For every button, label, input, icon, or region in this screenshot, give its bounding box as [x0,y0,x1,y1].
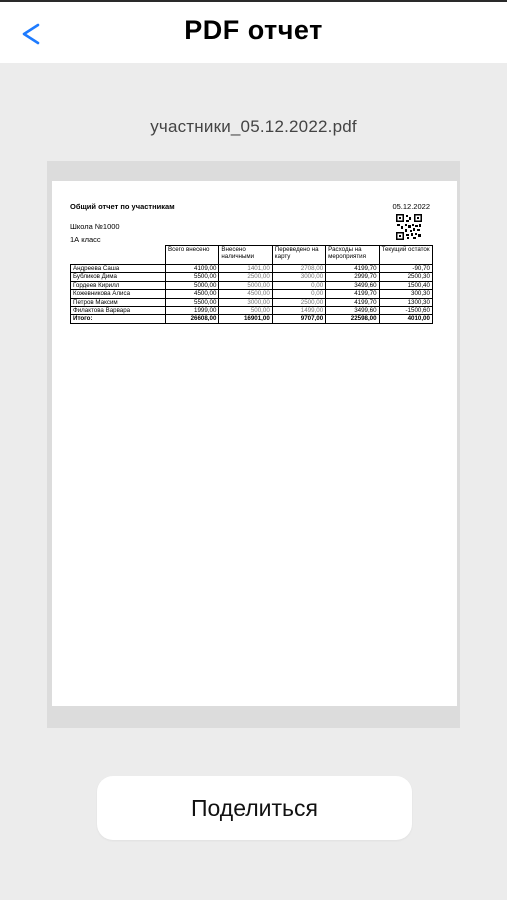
participant-name: Кожевникова Алиса [71,290,166,298]
card-cell: 0,00 [272,290,325,298]
nav-header [0,2,507,63]
table-row [71,307,433,315]
totals-row [71,315,433,323]
totals-label: Итого: [71,315,166,323]
total-cell: 5500,00 [166,298,219,306]
qr-code-icon [396,214,422,240]
balance-cell: 1300,30 [379,298,432,306]
cash-cell: 3000,00 [219,298,272,306]
table-corner [71,246,166,265]
balance-cell: 4010,00 [379,315,432,323]
expenses-cell: 4199,70 [326,298,379,306]
total-cell: 4109,00 [166,265,219,273]
total-cell: 5500,00 [166,273,219,281]
total-cell: 5000,00 [166,281,219,289]
table-row [71,298,433,306]
report-title: Общий отчет по участникам [70,202,175,211]
card-cell: 3000,00 [272,273,325,281]
table-row [71,265,433,273]
column-header: Текущий остаток [379,246,432,265]
card-cell: 1499,00 [272,307,325,315]
cash-cell: 2500,00 [219,273,272,281]
participant-name: Филактова Варвара [71,307,166,315]
report-date: 05.12.2022 [392,202,430,211]
column-header: Расходы на мероприятия [326,246,379,265]
card-cell: 2500,00 [272,298,325,306]
total-cell: 4500,00 [166,290,219,298]
report-school: Школа №1000 [70,222,120,231]
participant-name: Гордеев Кирилл [71,281,166,289]
pdf-page[interactable] [52,181,457,706]
balance-cell: 2500,30 [379,273,432,281]
card-cell: 9707,00 [272,315,325,323]
cash-cell: 4500,00 [219,290,272,298]
participant-name: Андреева Саша [71,265,166,273]
participant-name: Петров Максим [71,298,166,306]
share-button[interactable]: Поделиться [97,776,412,840]
page-title: PDF отчет [184,15,323,45]
expenses-cell: 2999,70 [326,273,379,281]
balance-cell: -1500,60 [379,307,432,315]
table-row [71,290,433,298]
expenses-cell: 4199,70 [326,290,379,298]
balance-cell: 300,30 [379,290,432,298]
expenses-cell: 3499,60 [326,281,379,289]
expenses-cell: 3499,60 [326,307,379,315]
card-cell: 0,00 [272,281,325,289]
column-header: Внесено наличными [219,246,272,265]
total-cell: 1999,00 [166,307,219,315]
card-cell: 2708,00 [272,265,325,273]
table-row [71,273,433,281]
cash-cell: 500,00 [219,307,272,315]
cash-cell: 16901,00 [219,315,272,323]
file-name: участники_05.12.2022.pdf [150,117,357,136]
balance-cell: -90,70 [379,265,432,273]
table-row [71,281,433,289]
balance-cell: 1500,40 [379,281,432,289]
column-header: Всего внесено [166,246,219,265]
cash-cell: 5000,00 [219,281,272,289]
expenses-cell: 22598,00 [326,315,379,323]
report-table [70,245,433,324]
column-header: Переведено на карту [272,246,325,265]
report-class: 1А класс [70,235,101,244]
participant-name: Бубликов Дима [71,273,166,281]
expenses-cell: 4199,70 [326,265,379,273]
total-cell: 26608,00 [166,315,219,323]
cash-cell: 1401,00 [219,265,272,273]
